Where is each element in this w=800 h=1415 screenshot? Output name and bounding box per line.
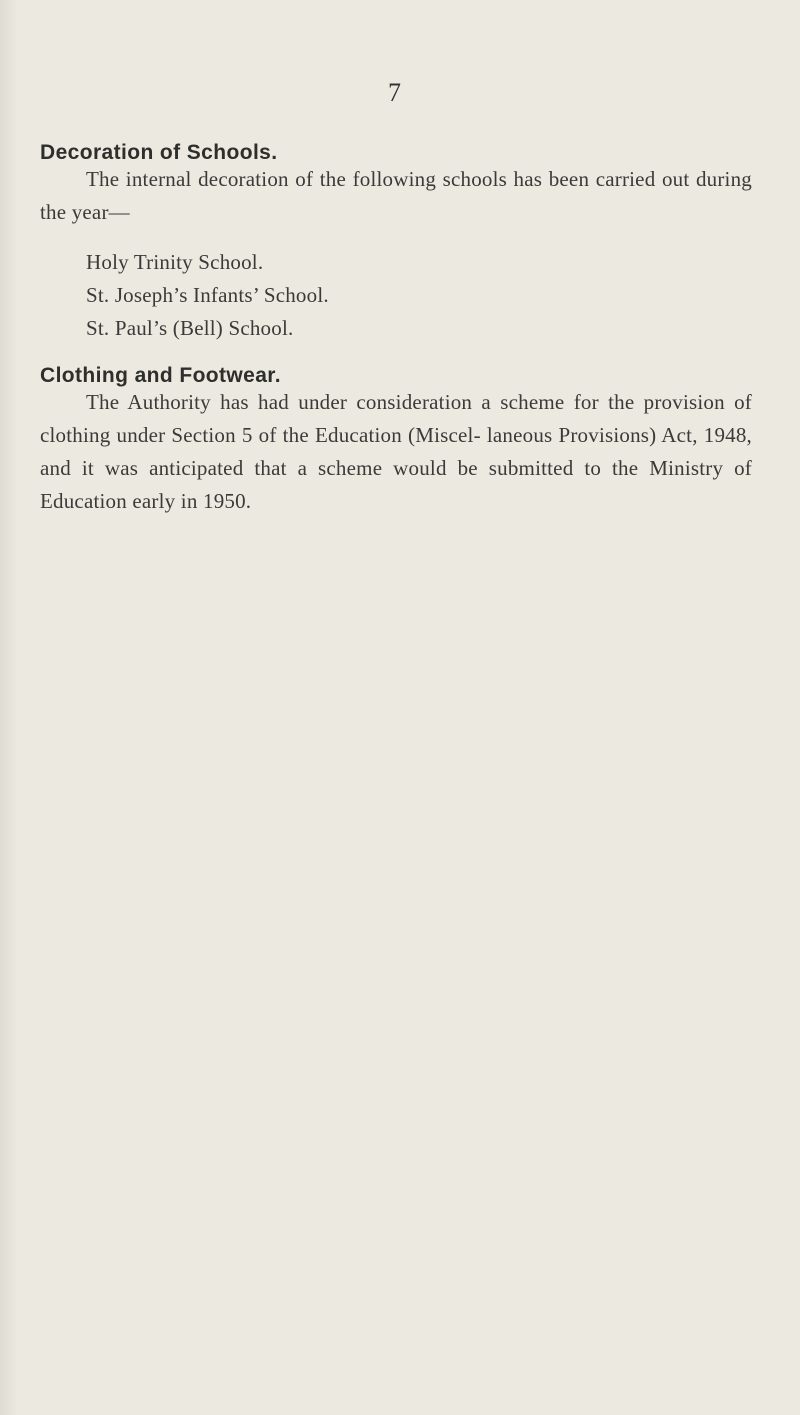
clothing-paragraph: The Authority has had under consideration a scheme for the provision of clothing under Section 5 of the Education (Miscel- laneous Provisions) Act, 1948, and it was anticipated that a scheme would be submitted to the Ministry of Education early in 1950. (40, 390, 752, 513)
section-heading-clothing: Clothing and Footwear. (40, 364, 281, 387)
list-item: St. Paul’s (Bell) School. (86, 316, 294, 340)
school-list (86, 246, 329, 345)
list-item: St. Joseph’s Infants’ School. (86, 283, 329, 307)
section-heading-decoration: Decoration of Schools. (40, 141, 278, 164)
list-item: Holy Trinity School. (86, 250, 264, 274)
page-number: 7 (388, 78, 401, 107)
decoration-paragraph: The internal decoration of the following schools has been carried out during the year— (40, 167, 752, 224)
